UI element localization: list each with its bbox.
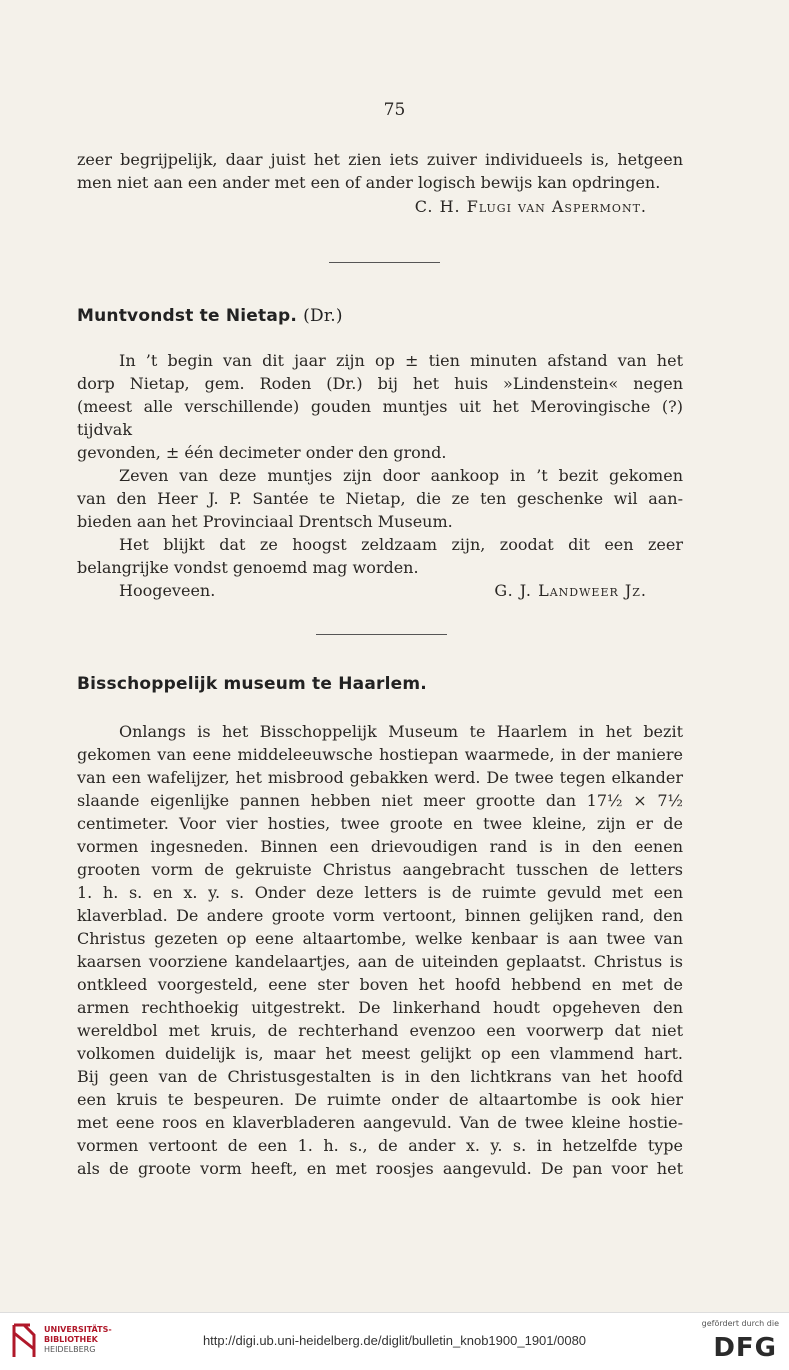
text-line: gekomen van eene middeleeuwsche hostiepan waarmede, in der maniere xyxy=(77,745,683,764)
text-line: Bij geen van de Christusgestalten is in den lichtkrans van het hoofd xyxy=(77,1067,683,1086)
dfg-logo: DFG xyxy=(713,1333,777,1363)
text-line: vormen vertoont de een 1. h. s., de ander x. y. s. in hetzelfde type xyxy=(77,1136,683,1155)
text-line: slaande eigenlijke pannen hebben niet meer grootte dan 17½ × 7½ xyxy=(77,791,683,810)
text-line: ontkleed voorgesteld, eene ster boven het hoofd hebbend en met de xyxy=(77,975,683,994)
text-line: 1. h. s. en x. y. s. Onder deze letters is de ruimte gevuld met een xyxy=(77,883,683,902)
text-line: zeer begrijpelijk, daar juist het zien iets zuiver individueels is, hetgeen xyxy=(77,150,683,169)
text-line: centimeter. Voor vier hosties, twee groote en twee kleine, zijn er de xyxy=(77,814,683,833)
text-line: vormen ingesneden. Binnen een drievoudigen rand is in den eenen xyxy=(77,837,683,856)
text-line: belangrijke vondst genoemd mag worden. xyxy=(77,558,419,577)
text-line: (meest alle verschillende) gouden muntjes uit het Merovingische (?) tijdvak xyxy=(77,397,683,439)
text-line: Het blijkt dat ze hoogst zeldzaam zijn, zoodat dit een zeer xyxy=(119,535,683,554)
text-line: met eene roos en klaverbladeren aangevuld. Van de twee kleine hostie- xyxy=(77,1113,683,1132)
text-line: gevonden, ± één decimeter onder den grond. xyxy=(77,443,447,462)
text-line: Onlangs is het Bisschoppelijk Museum te Haarlem in het bezit xyxy=(119,722,683,741)
text-line: van den Heer J. P. Santée te Nietap, die ze ten geschenke wil aan- xyxy=(77,489,683,508)
intro-block xyxy=(77,148,683,220)
funded-by-label: gefördert durch die xyxy=(701,1319,779,1328)
text-line: In ’t begin van dit jaar zijn op ± tien minuten afstand van het xyxy=(119,351,683,370)
text-line: grooten vorm de gekruiste Christus aangebracht tusschen de letters xyxy=(77,860,683,879)
text-line: armen rechthoekig uitgestrekt. De linkerhand houdt opgeheven den xyxy=(77,998,683,1017)
article-title: Muntvondst te Nietap. (Dr.) xyxy=(77,306,343,326)
article-muntvondst xyxy=(77,306,683,602)
article-title: Bisschoppelijk museum te Haarlem. xyxy=(77,674,427,694)
text-line: kaarsen voorziene kandelaartjes, aan de uiteinden geplaatst. Christus is xyxy=(77,952,683,971)
text-line: men niet aan een ander met een of ander logisch bewijs kan opdringen. xyxy=(77,173,661,192)
text-line: volkomen duidelijk is, maar het meest gelijkt op een vlammend hart. xyxy=(77,1044,683,1063)
text-line: Zeven van deze muntjes zijn door aankoop in ’t bezit gekomen xyxy=(119,466,683,485)
footer-bar xyxy=(0,1312,789,1370)
text-line: bieden aan het Provinciaal Drentsch Museum. xyxy=(77,512,453,531)
library-name: UNIVERSITÄTS- BIBLIOTHEK HEIDELBERG xyxy=(44,1325,112,1354)
text-line: dorp Nietap, gem. Roden (Dr.) bij het huis »Lindenstein« negen xyxy=(77,374,683,393)
intro-signature: C. H. Flugi van Aspermont. xyxy=(414,197,647,216)
text-line: klaverblad. De andere groote vorm vertoont, binnen gelijken rand, den xyxy=(77,906,683,925)
text-line: Christus gezeten op eene altaartombe, welke kenbaar is aan twee van xyxy=(77,929,683,948)
divider xyxy=(316,634,447,635)
source-url-link[interactable]: http://digi.ub.uni-heidelberg.de/diglit/bulletin_knob1900_1901/0080 xyxy=(202,1333,587,1348)
divider xyxy=(329,262,440,263)
text-line: wereldbol met kruis, de rechterhand evenzoo een voorwerp dat niet xyxy=(77,1021,683,1040)
place-name: Hoogeveen. xyxy=(119,581,216,600)
page-number: 75 xyxy=(383,100,406,120)
article-bisschoppelijk xyxy=(77,674,683,1180)
text-line: van een wafelijzer, het misbrood gebakken werd. De twee tegen elkander xyxy=(77,768,683,787)
text-line: als de groote vorm heeft, en met roosjes aangevuld. De pan voor het xyxy=(77,1159,683,1178)
author-signature: G. J. Landweer Jz. xyxy=(494,581,647,600)
text-line: een kruis te bespeuren. De ruimte onder de altaartombe is ook hier xyxy=(77,1090,683,1109)
article-body xyxy=(77,720,683,1180)
